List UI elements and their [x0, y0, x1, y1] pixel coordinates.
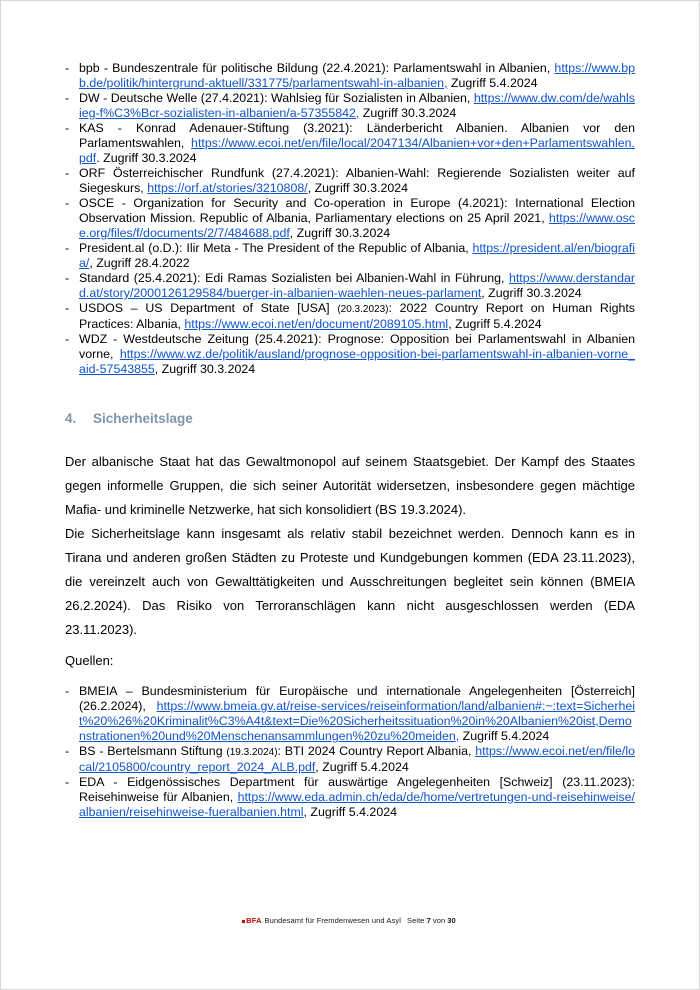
- source-text: [79, 61, 635, 91]
- source-item: [65, 91, 635, 121]
- list-bullet: -: [65, 166, 70, 180]
- source-link[interactable]: https://www.ecoi.net/en/file/local/2047134/Albanien+vor+den+Parlamentswahlen.pdf: [79, 136, 635, 165]
- source-text-segment: KAS - Konrad Adenauer-Stiftung (3.2021): Länderbericht Albanien. Albanien vor den Parlamentswahlen,: [79, 121, 635, 150]
- list-bullet: -: [65, 332, 70, 346]
- source-link[interactable]: https://www.bpb.de/politik/hintergrund-aktuell/331775/parlamentswahl-in-albanien,: [79, 61, 635, 90]
- footer-of-label: von: [432, 916, 446, 925]
- source-text-segment: (20.3.2023): [337, 304, 389, 315]
- source-link[interactable]: https://www.osce.org/files/f/documents/2/7/484688.pdf: [79, 211, 635, 240]
- source-text: [79, 91, 635, 121]
- source-text-segment: , Zugriff 5.4.2024: [315, 760, 409, 774]
- source-item: [65, 684, 635, 744]
- source-text: [79, 196, 635, 241]
- list-bullet: -: [65, 91, 70, 105]
- sources-list-top: [65, 61, 635, 377]
- source-link[interactable]: https://www.eda.admin.ch/eda/de/home/vertretungen-und-reisehinweise/albanien/reisehinweise-fueralbanien.html: [79, 790, 635, 819]
- source-item: [65, 121, 635, 166]
- source-text: [79, 684, 635, 744]
- source-link[interactable]: https://president.al/en/biografia/: [79, 241, 635, 270]
- source-text-segment: , Zugriff 5.4.2024: [303, 805, 397, 819]
- source-text: [79, 166, 635, 196]
- source-text-segment: Standard (25.4.2021): Edi Ramas Sozialisten bei Albanien-Wahl in Führung,: [79, 271, 509, 285]
- footer-total-pages: 30: [447, 916, 456, 925]
- source-text-segment: BMEIA – Bundesministerium für Europäische und internationale Angelegenheiten [Österreich] (26.2.2024),: [79, 684, 635, 713]
- list-bullet: -: [65, 121, 70, 135]
- source-link[interactable]: https://orf.at/stories/3210808/: [147, 181, 308, 195]
- source-item: [65, 775, 635, 820]
- sources-list-bottom: [65, 684, 635, 820]
- footer-brand: BFA: [246, 916, 262, 925]
- source-text-segment: . Zugriff 30.3.2024: [96, 151, 197, 165]
- list-bullet: -: [65, 61, 70, 75]
- source-item: [65, 61, 635, 91]
- source-text-segment: , Zugriff 5.4.2024: [448, 317, 542, 331]
- source-link[interactable]: https://www.dw.com/de/wahlsieg-f%C3%Bcr-sozialisten-in-albanien/a-57355842,: [79, 91, 635, 120]
- source-text-segment: BS - Bertelsmann Stiftung: [79, 744, 227, 758]
- source-text: [79, 301, 635, 332]
- source-text: [79, 332, 635, 377]
- source-text: [79, 121, 635, 166]
- source-text-segment: ORF Österreichischer Rundfunk (27.4.2021): Albanien-Wahl: Regierende Sozialisten weiter auf Siegeskurs,: [79, 166, 635, 195]
- source-item: [65, 332, 635, 377]
- page-footer: [1, 916, 699, 925]
- source-text-segment: OSCE - Organization for Security and Co-operation in Europe (4.2021): International Election Observation Mission. Republic of Albania, Parliamentary elections on 25 April 2021,: [79, 196, 635, 225]
- footer-org: Bundesamt für Fremdenwesen und Asyl: [264, 916, 401, 925]
- footer-page-label: Seite: [406, 916, 425, 925]
- source-item: [65, 744, 635, 775]
- body-paragraph: Die Sicherheitslage kann insgesamt als relativ stabil bezeichnet werden. Dennoch kann es in Tirana und anderen großen Städten zu Proteste und Kundgebungen kommen (EDA 23.11.2023), die vereinzelt auch von Gewalttätigkeiten und Ausschreitungen begleitet sein können (BMEIA 26.2.2024). Das Risiko von Terroranschlägen kann nicht ausgeschlossen werden (EDA 23.11.2023).: [65, 526, 635, 637]
- source-text-segment: (19.3.2024): [226, 747, 278, 758]
- list-bullet: -: [65, 744, 70, 758]
- footer-page-number: 7: [426, 916, 431, 925]
- source-text: [79, 241, 635, 271]
- list-bullet: -: [65, 301, 70, 315]
- list-bullet: -: [65, 775, 70, 789]
- source-link[interactable]: https://www.derstandard.at/story/2000126129584/buerger-in-albanien-waehlen-neues-parlament: [79, 271, 635, 300]
- source-text-segment: : 2022 Country Report on Human Rights Practices: Albania,: [79, 301, 635, 331]
- list-bullet: -: [65, 241, 70, 255]
- source-text: [79, 744, 635, 775]
- source-text: [79, 775, 635, 820]
- source-text-segment: Zugriff 5.4.2024: [459, 729, 550, 743]
- source-text-segment: DW - Deutsche Welle (27.4.2021): Wahlsieg für Sozialisten in Albanien,: [79, 91, 474, 105]
- source-item: [65, 271, 635, 301]
- source-text-segment: President.al (o.D.): Ilir Meta - The President of the Republic of Albania,: [79, 241, 473, 255]
- source-text-segment: WDZ - Westdeutsche Zeitung (25.4.2021): Prognose: Opposition bei Parlamentswahl in Albanien vorne,: [79, 332, 635, 361]
- list-bullet: -: [65, 684, 70, 698]
- source-text-segment: Zugriff 30.3.2024: [359, 106, 457, 120]
- source-text-segment: , Zugriff 30.3.2024: [307, 181, 409, 195]
- list-bullet: -: [65, 196, 70, 210]
- source-text-segment: bpb - Bundeszentrale für politische Bildung (22.4.2021): Parlamentswahl in Albanien,: [79, 61, 555, 75]
- sources-label: Quellen:: [65, 653, 114, 668]
- source-item: [65, 196, 635, 241]
- bfa-logo-mark: [242, 920, 245, 923]
- source-item: [65, 301, 635, 332]
- source-link[interactable]: https://www.bmeia.gv.at/reise-services/reiseinformation/land/albanien#:~:text=Sicherheit%20%26%20Kriminalit%C3%A4t&text=Die%20Sicherheitssituation%20in%20Albanien%20ist,Demonstrationen%20und%20Menschenansammlungen%20zu%20meiden,: [79, 699, 635, 743]
- page-content: [1, 1, 699, 820]
- source-text-segment: , Zugriff 30.3.2024: [154, 362, 256, 376]
- source-text-segment: : BTI 2024 Country Report Albania,: [277, 744, 476, 758]
- source-link[interactable]: https://www.ecoi.net/en/file/local/2105800/country_report_2024_ALB.pdf: [79, 744, 635, 774]
- body-paragraphs: [65, 450, 635, 642]
- source-text-segment: USDOS – US Department of State [USA]: [79, 301, 338, 315]
- source-link[interactable]: https://www.ecoi.net/en/document/2089105.html: [184, 317, 449, 331]
- section-title: Sicherheitslage: [93, 411, 193, 426]
- list-bullet: -: [65, 271, 70, 285]
- source-text-segment: , Zugriff 30.3.2024: [481, 286, 582, 300]
- source-text-segment: , Zugriff 30.3.2024: [289, 226, 391, 240]
- section-heading: [65, 411, 635, 426]
- source-item: [65, 166, 635, 196]
- body-paragraph: Der albanische Staat hat das Gewaltmonopol auf seinem Staatsgebiet. Der Kampf des Staates gegen informelle Gruppen, die sich seiner Autorität widersetzen, insbesondere gegen mächtige Mafia- und kriminelle Netzwerke, hat sich konsolidiert (BS 19.3.2024).: [65, 454, 635, 517]
- source-text-segment: Zugriff 5.4.2024: [447, 76, 538, 90]
- source-text-segment: , Zugriff 28.4.2022: [89, 256, 190, 270]
- source-item: [65, 241, 635, 271]
- source-text: [79, 271, 635, 301]
- source-text-segment: EDA - Eidgenössisches Department für auswärtige Angelegenheiten [Schweiz] (23.11.2023): Reisehinweise für Albanien,: [79, 775, 635, 804]
- source-link[interactable]: https://www.wz.de/politik/ausland/prognose-opposition-bei-parlamentswahl-in-albanien-vorne_aid-57543855: [79, 347, 635, 376]
- section-number: 4.: [65, 411, 77, 426]
